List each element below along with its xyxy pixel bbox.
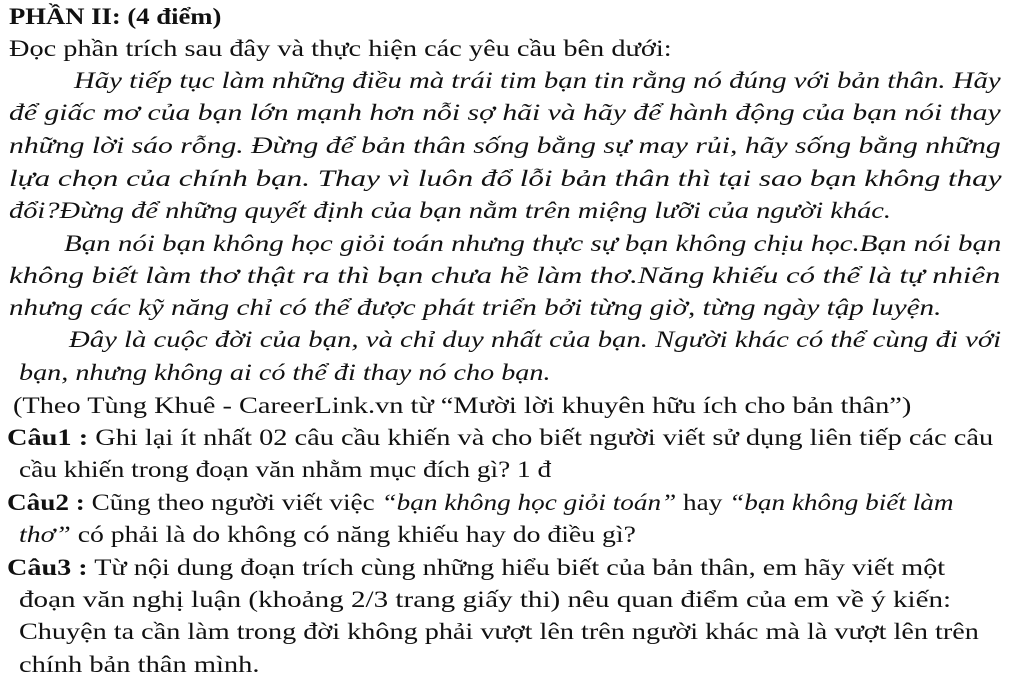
question-2-quote: “bạn không biết làm: [729, 490, 954, 516]
passage-line: để giấc mơ của bạn lớn mạnh hơn nỗi sợ hãi và hãy để hành động của bạn nói thay: [9, 100, 1001, 126]
question-2-quote: thơ”: [19, 522, 71, 548]
question-2-text: Cũng theo người viết việc: [84, 490, 382, 516]
passage-line: lựa chọn của chính bạn. Thay vì luôn đổ lỗi bản thân thì tại sao bạn không thay: [9, 166, 1002, 192]
passage-line: Đây là cuộc đời của bạn, và chỉ duy nhất của bạn. Người khác có thể cùng đi với: [69, 327, 1002, 353]
question-1: [7, 423, 993, 453]
question-2-quote: “bạn không học giỏi toán”: [381, 490, 677, 516]
question-3: [7, 553, 945, 583]
question-3-cont: Chuyện ta cần làm trong đời không phải vượt lên trên người khác mà là vượt lên trên: [19, 619, 979, 645]
question-2: [7, 488, 954, 518]
passage-line: bạn, nhưng không ai có thể đi thay nó cho bạn.: [19, 360, 551, 386]
source-citation: (Theo Tùng Khuê - CareerLink.vn từ “Mười lời khuyên hữu ích cho bản thân”): [13, 393, 912, 419]
instruction-text: Đọc phần trích sau đây và thực hiện các yêu cầu bên dưới:: [9, 36, 672, 62]
question-3-text: Từ nội dung đoạn trích cùng những hiểu biết của bản thân, em hãy viết một: [87, 555, 946, 581]
question-3-cont: đoạn văn nghị luận (khoảng 2/3 trang giấy thi) nêu quan điểm của em về ý kiến:: [19, 587, 952, 613]
question-2-label: Câu2 :: [7, 490, 85, 516]
question-1-cont: cầu khiến trong đoạn văn nhằm mục đích gì? 1 đ: [19, 457, 552, 483]
question-1-text: Ghi lại ít nhất 02 câu cầu khiến và cho biết người viết sử dụng liên tiếp các câu: [88, 425, 994, 451]
passage-line: nhưng các kỹ năng chỉ có thể được phát triển bởi từng giờ, từng ngày tập luyện.: [9, 295, 942, 321]
passage-line: không biết làm thơ thật ra thì bạn chưa hề làm thơ.Năng khiếu có thể là tự nhiên: [9, 263, 1001, 289]
passage-line: đổi?Đừng để những quyết định của bạn nằm trên miệng lưỡi của người khác.: [9, 198, 892, 224]
passage-line: Hãy tiếp tục làm những điều mà trái tim bạn tin rằng nó đúng với bản thân. Hãy: [74, 68, 1001, 94]
section-heading: PHẦN II: (4 điểm): [9, 4, 222, 30]
question-3-cont: chính bản thân mình.: [19, 652, 260, 678]
question-3-label: Câu3 :: [7, 555, 88, 581]
passage-line: những lời sáo rỗng. Đừng để bản thân sống bằng sự may rủi, hãy sống bằng những: [9, 133, 1001, 159]
question-1-label: Câu1 :: [7, 425, 89, 451]
passage-line: Bạn nói bạn không học giỏi toán nhưng thực sự bạn không chịu học.Bạn nói bạn: [64, 231, 1002, 257]
question-2-cont: [19, 520, 636, 550]
question-2-text: hay: [676, 490, 730, 516]
question-2-text: có phải là do không có năng khiếu hay do điều gì?: [70, 522, 636, 548]
